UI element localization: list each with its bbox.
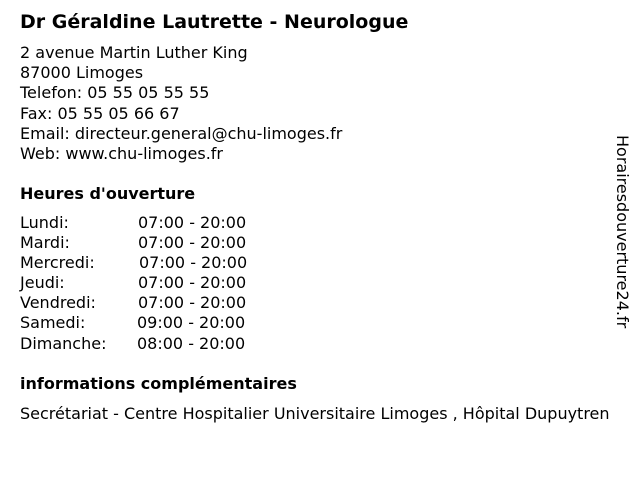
time-range: 07:00 - 20:00 bbox=[139, 253, 248, 273]
day-label: Samedi: bbox=[20, 313, 86, 333]
time-range: 09:00 - 20:00 bbox=[137, 313, 246, 333]
hours-row-wednesday bbox=[20, 253, 320, 273]
city-line: 87000 Limoges bbox=[20, 63, 144, 83]
hours-row-monday bbox=[20, 213, 320, 233]
street-address: 2 avenue Martin Luther King bbox=[20, 43, 248, 62]
site-watermark: Horairesdouverture24.fr bbox=[613, 135, 632, 329]
hours-row-friday bbox=[20, 293, 320, 313]
contact-block bbox=[20, 43, 342, 164]
day-label: Lundi: bbox=[20, 213, 69, 232]
phone-line: Telefon: 05 55 05 55 55 bbox=[20, 83, 210, 103]
fax-line: Fax: 05 55 05 66 67 bbox=[20, 103, 180, 123]
day-label: Jeudi: bbox=[20, 273, 65, 293]
hours-heading: Heures d'ouverture bbox=[20, 184, 196, 203]
extra-info-heading: informations complémentaires bbox=[20, 374, 297, 393]
hours-row-thursday bbox=[20, 273, 320, 293]
extra-info-text: Secrétariat - Centre Hospitalier Universitaire Limoges , Hôpital Dupuytren bbox=[20, 404, 610, 423]
day-label: Dimanche: bbox=[20, 333, 107, 353]
opening-hours-list bbox=[20, 213, 320, 354]
day-label: Mercredi: bbox=[20, 253, 95, 273]
web-line: Web: www.chu-limoges.fr bbox=[20, 144, 223, 164]
time-range: 07:00 - 20:00 bbox=[138, 233, 247, 253]
day-label: Mardi: bbox=[20, 233, 70, 253]
hours-row-tuesday bbox=[20, 233, 320, 253]
time-range: 08:00 - 20:00 bbox=[137, 333, 246, 353]
time-range: 07:00 - 20:00 bbox=[138, 293, 247, 313]
time-range: 07:00 - 20:00 bbox=[138, 213, 247, 232]
hours-row-sunday bbox=[20, 334, 320, 354]
hours-row-saturday bbox=[20, 313, 320, 333]
page-title: Dr Géraldine Lautrette - Neurologue bbox=[20, 11, 409, 33]
day-label: Vendredi: bbox=[20, 293, 96, 313]
email-line: Email: directeur.general@chu-limoges.fr bbox=[20, 123, 343, 143]
time-range: 07:00 - 20:00 bbox=[138, 273, 247, 293]
